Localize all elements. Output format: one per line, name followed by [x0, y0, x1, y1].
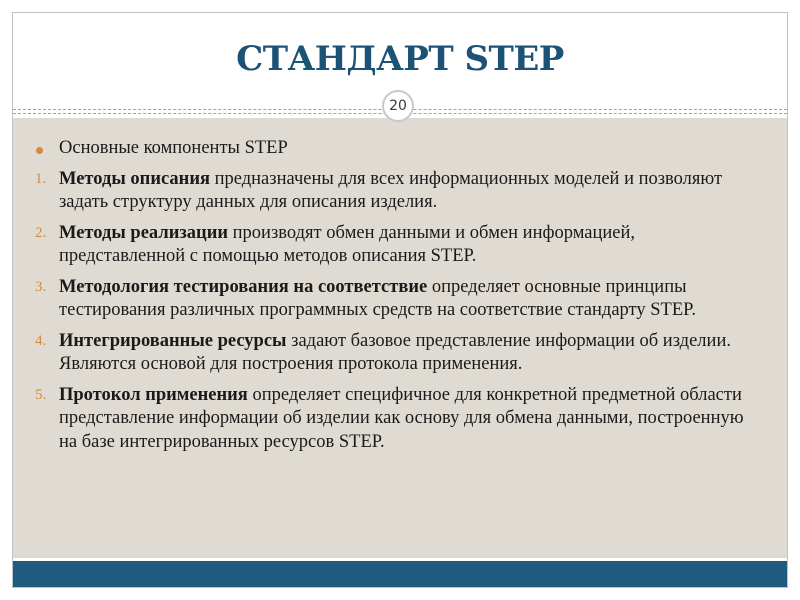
- item-number: 5.: [35, 386, 47, 403]
- bullet-dot-icon: [36, 147, 43, 154]
- item-text: предназначены для всех информационных моделей и позволяют задать структуру данных для описания изделия.: [59, 168, 723, 212]
- item-number: 3.: [35, 278, 47, 295]
- item-term: Методология тестирования на соответствие: [59, 276, 428, 297]
- item-number: 1.: [35, 170, 47, 187]
- item-number: 2.: [35, 224, 47, 241]
- item-term: Методы описания: [59, 168, 210, 189]
- item-term: Методы реализации: [59, 222, 229, 243]
- slide-body: [35, 137, 765, 461]
- item-number: 4.: [35, 332, 47, 349]
- slide: [12, 12, 788, 588]
- list-item: [35, 168, 765, 215]
- list-item: [35, 276, 765, 323]
- item-text: производят обмен данными и обмен информацией, представленной с помощью методов описания STEP.: [59, 222, 636, 266]
- item-text: определяет специфичное для конкретной предметной области представление информации об изделии как основу для обмена данными, построенную на базе интегрированных ресурсов STEP.: [59, 384, 744, 452]
- item-term: Протокол применения: [59, 384, 248, 405]
- heading-text: Основные компоненты STEP: [59, 138, 288, 158]
- list-item: [35, 222, 765, 269]
- bottom-bar: [13, 561, 787, 588]
- list-item: [35, 330, 765, 377]
- slide-number-badge: 20: [382, 90, 414, 122]
- item-text: задают базовое представление информации об изделии. Являются основой для построения протокола применения.: [59, 330, 731, 374]
- item-term: Интегрированные ресурсы: [59, 330, 287, 351]
- slide-title: СТАНДАРТ STEP: [236, 39, 564, 79]
- list-heading: [35, 137, 765, 161]
- item-text: определяет основные принципы тестирования различных программных средств на соответствие стандарту STEP.: [59, 276, 697, 320]
- list-item: [35, 384, 765, 455]
